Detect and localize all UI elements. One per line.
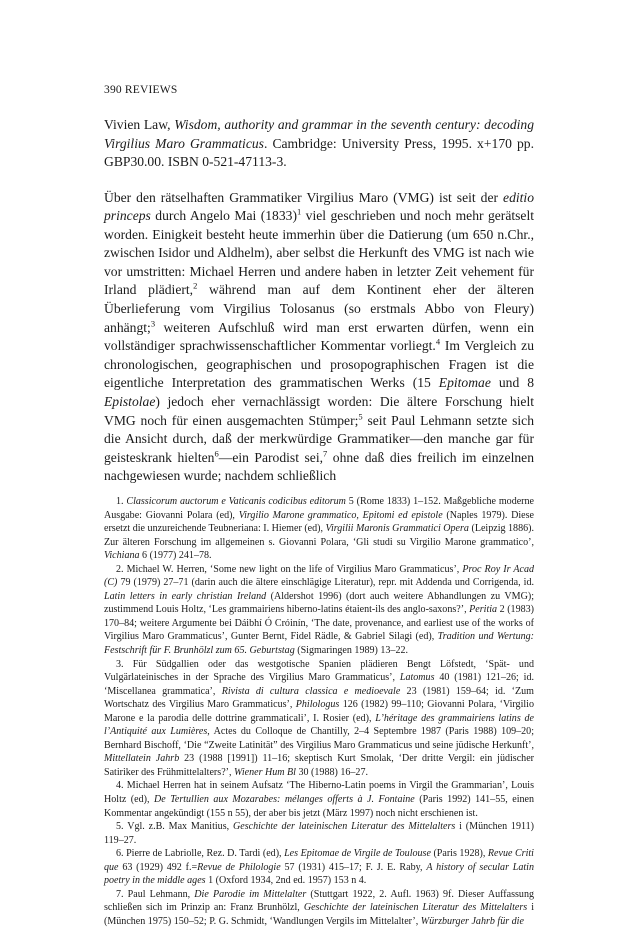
running-header: 390 REVIEWS	[104, 84, 178, 96]
footnotes	[104, 495, 534, 929]
footnote: 5. Vgl. z.B. Max Manitius, Geschichte der lateinischen Literatur des Mittelalters i (München 1911) 119–27.	[104, 821, 534, 846]
footnote: 1. Classicorum auctorum e Vaticanis codicibus editorum 5 (Rome 1833) 1–152. Maßgebliche moderne Ausgabe: Giovanni Polara (ed), Virgilio Marone grammatico, Epitomi ed epistole (Naples 1979). Diese ersetzt die unzureichende Teubneriana: I. Hiemer (ed), Virgilii Maronis Grammatici Opera (Leipzig 1886). Zur älteren Forschung im allgemeinen s. Giovanni Polara, ‘Gli studi su Virgilio Marone grammatico’, Vichiana 6 (1977) 241–78.	[104, 496, 535, 562]
footnote: 3. Für Südgallien oder das westgotische Spanien plädieren Bengt Löfstedt, ‘Spät- und Vulgärlateinisches in der Sprache des Virgilius Maro Grammaticus’, Latomus 40 (1981) 121–26; id. ‘Miscellanea grammatica’, Rivista di cultura classica e medioevale 23 (1981) 159–64; id. ‘Zum Wortschatz des Virgilius Maro Grammaticus’, Philologus 126 (1982) 99–110; Giovanni Polara, ‘Virgilio Marone e la parodia delle dottrine grammaticali’, I. Rosier (ed), L’héritage des grammairiens latins de l’Antiquité aux Lumières, Actes du Colloque de Chantilly, 2–4 Septembre 1987 (Paris 1988) 109–20; Bernhard Bischoff, ‘Die “Zweite Latinität” des Virgilius Maro Grammaticus und seine jüdische Herkunft’, Mittellatein Jahrb 23 (1988 [1991]) 11–16; skeptisch Kurt Smolak, ‘Der dritte Vergil: ein jüdischer Satiriker des Frühmittelalters?’, Wiener Hum Bl 30 (1988) 16–27.	[104, 658, 534, 778]
footnote: 2. Michael W. Herren, ‘Some new light on the life of Virgilius Maro Grammaticus’, Proc Roy Ir Acad (C) 79 (1979) 27–71 (darin auch die ältere einschlägige Literatur), repr. mit Addenda und Corrigenda, id. Latin letters in early christian Ireland (Aldershot 1996) (dort auch weitere Abhandlungen zu VMG); zustimmend Louis Holtz, ‘Les grammairiens hiberno-latins étaient-ils des anglo-saxons?’, Peritia 2 (1983) 170–84; weitere Argumente bei Dáibhí Ó Cróinín, ‘The date, provenance, and earliest use of the works of Virgilius Maro Grammaticus’, Gunter Bernt, Fidel Rädle, & Gabriel Silagi (ed), Tradition und Wertung: Festschrift für F. Brunhölzl zum 65. Geburtstag (Sigmaringen 1989) 13–22.	[104, 563, 534, 657]
review-page	[104, 84, 534, 929]
footnote: 6. Pierre de Labriolle, Rez. D. Tardi (ed), Les Epitomae de Virgile de Toulouse (Paris 1928), Revue Criti que 63 (1929) 492 f.=Revue de Philologie 57 (1931) 415–17; F. J. E. Raby, A history of secular Latin poetry in the middle ages 1 (Oxford 1934, 2nd ed. 1957) 153 n 4.	[104, 848, 535, 887]
bibliographic-entry: Vivien Law, Wisdom, authority and grammar in the seventh century: decoding Virgilius Maro Grammaticus. Cambridge: University Press, 1995. x+170 pp. GBP30.00. ISBN 0-521-47113-3.	[104, 117, 534, 169]
footnote: 4. Michael Herren hat in seinem Aufsatz ‘The Hiberno-Latin poems in Virgil the Grammarian’, Louis Holtz (ed), De Tertullien aux Mozarabes: mélanges offerts à J. Fontaine (Paris 1992) 141–55, einen Kommentar angekündigt (155 n 55), der aber bis jetzt (März 1997) noch nicht erschienen ist.	[104, 780, 535, 819]
review-body: Über den rätselhaften Grammatiker Virgilius Maro (VMG) ist seit der editio princeps durch Angelo Mai $(1833)^1$ viel geschrieben und noch mehr gerätselt worden. Einigkeit besteht heute immerhin über die Datierung (um 650 n.Chr., zwischen Isidor und Aldhelm), aber selbst die Herkunft des VMG ist nach wie vor umstritten: Michael Herren und andere haben in letzter Zeit vehement für Irland plädiert,$^2$ während man auf dem Kontinent eher der älteren Überlieferung vom Virgilius Tolosanus (so erstmals Abbo von Fleury) anhängt;$^3$ weiteren Aufschluß wird man erst erwarten dürfen, wenn ein vollständiger sprachwissenschaftlicher Kommentar vorliegt.$^4$ Im Vergleich zu chronologischen, geographischen und prosopographischen Fragen ist die eigentliche Interpretation des grammatischen Werks (15 Epitomae und 8 Epistolae) jedoch eher vernachlässigt worden: Die ältere Forschung hielt VMG noch für einen ausgemachten Stümper;$^5$ seit Paul Lehmann setzte sich die Ansicht durch, daß der merkwürdige Grammatiker—den manche gar für geisteskrank hielten$^6$—ein Parodist sei,$^7$ ohne daß dies freilich im einzelnen nachgewiesen wurde; nachdem schließlich	[104, 189, 535, 484]
footnote: 7. Paul Lehmann, Die Parodie im Mittelalter (Stuttgart 1922, 2. Aufl. 1963) 9f. Dieser Auffassung schließen sich im Prinzip an: Franz Brunhölzl, Geschichte der lateinischen Literatur des Mittelalters i (München 1975) 150–52; P. G. Schmidt, ‘Wandlungen Vergils im Mittelalter’, Würzburger Jahrb für die	[104, 888, 534, 927]
